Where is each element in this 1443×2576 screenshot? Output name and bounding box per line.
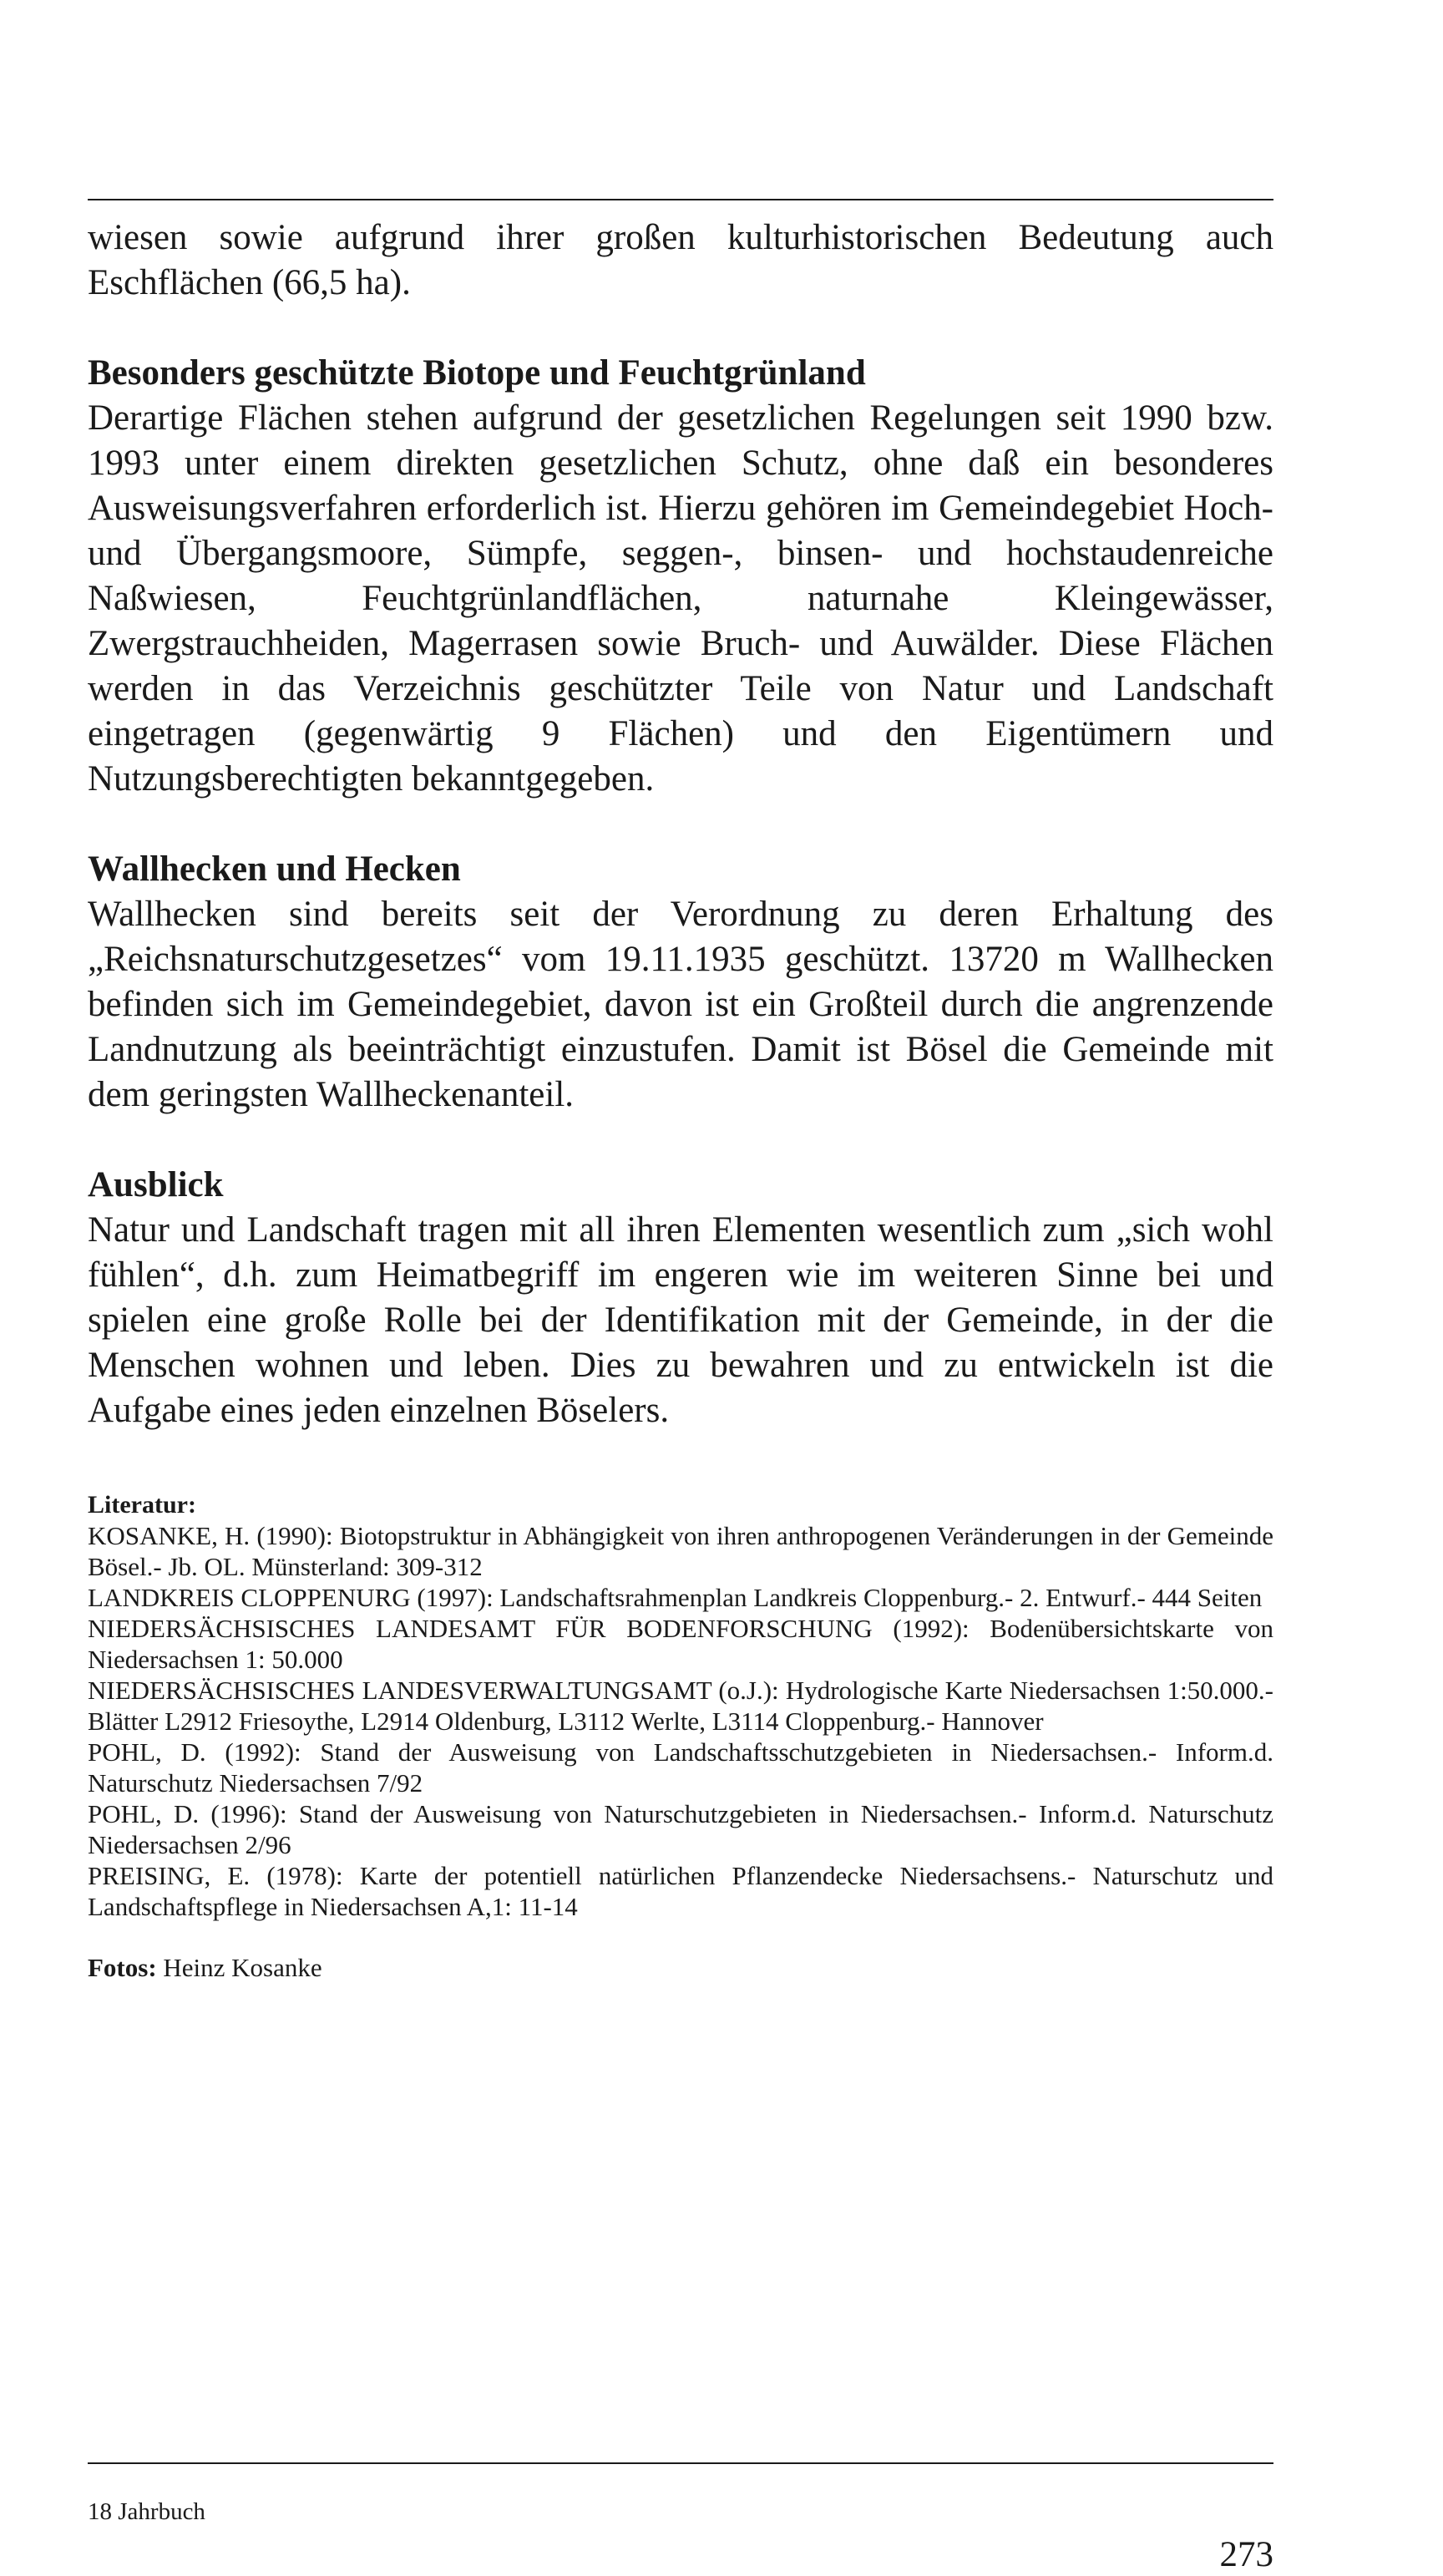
section-ausblick (88, 1163, 1273, 1433)
section-heading: Ausblick (88, 1165, 224, 1204)
literature-list (88, 1490, 1273, 1922)
literature-heading: Literatur: (88, 1491, 196, 1519)
text-column (88, 216, 1273, 1983)
sheet-signature: 18 Jahrbuch (88, 2498, 205, 2525)
section-text: Natur und Landschaft tragen mit all ihren Elementen wesentlich zum „sich wohl fühlen“, d.h. zum Heimatbegriff im engeren wie im weiteren Sinne bei und spielen eine große Rolle bei der Identifikation mit der Gemeinde, in der die Menschen wohnen und leben. Dies zu bewahren und zu entwickeln ist die Aufgabe eines jeden einzelnen Böselers. (88, 1210, 1273, 1430)
top-rule (88, 199, 1273, 200)
section-wallhecken (88, 847, 1273, 1118)
literature-entry: NIEDERSÄCHSISCHES LANDESVERWALTUNGSAMT (o.J.): Hydrologische Karte Niedersachsen 1:50.000.- Blätter L2912 Friesoythe, L2914 Oldenburg, L3112 Werlte, L3114 Cloppenburg.- Hannover (88, 1676, 1273, 1736)
section-text: Wallhecken sind bereits seit der Verordnung zu deren Erhaltung des „Reichsnaturschutzgesetzes“ vom 19.11.1935 geschützt. 13720 m Wallhecken befinden sich im Gemeindegebiet, davon ist ein Großteil durch die angrenzende Landnutzung als beeinträchtigt einzustufen. Damit ist Bösel die Gemeinde mit dem geringsten Wallheckenanteil. (88, 895, 1273, 1114)
section-heading: Besonders geschützte Biotope und Feuchtgrünland (88, 353, 866, 393)
section-text: Derartige Flächen stehen aufgrund der gesetzlichen Regelungen seit 1990 bzw. 1993 unter einem direkten gesetzlichen Schutz, ohne daß ein besonderes Ausweisungsverfahren erforderlich ist. Hierzu gehören im Gemeindegebiet Hoch- und Übergangsmoore, Sümpfe, seggen-, binsen- und hochstaudenreiche Naßwiesen, Feuchtgrünlandflächen, naturnahe Kleingewässer, Zwergstrauchheiden, Magerrasen sowie Bruch- und Auwälder. Diese Flächen werden in das Verzeichnis geschützter Teile von Natur und Landschaft eingetragen (gegenwärtig 9 Flächen) und den Eigentümern und Nutzungsberechtigten bekanntgegeben. (88, 398, 1273, 799)
bottom-rule (88, 2462, 1273, 2464)
photo-credit (88, 1952, 1273, 1983)
literature-entry: LANDKREIS CLOPPENURG (1997): Landschaftsrahmenplan Landkreis Cloppenburg.- 2. Entwurf.- 444 Seiten (88, 1583, 1263, 1612)
literature-entry: PREISING, E. (1978): Karte der potentiell natürlichen Pflanzendecke Niedersachsens.- Naturschutz und Landschaftspflege in Niedersachsen A,1: 11-14 (88, 1861, 1273, 1921)
section-heading: Wallhecken und Hecken (88, 849, 461, 889)
literature-entry: KOSANKE, H. (1990): Biotopstruktur in Abhängigkeit von ihren anthropogenen Veränderungen in der Gemeinde Bösel.- Jb. OL. Münsterland: 309-312 (88, 1521, 1273, 1581)
literature-entry: NIEDERSÄCHSISCHES LANDESAMT FÜR BODENFORSCHUNG (1992): Bodenübersichtskarte von Niedersachsen 1: 50.000 (88, 1614, 1273, 1674)
intro-paragraph (88, 216, 1273, 306)
literature-entry: POHL, D. (1996): Stand der Ausweisung von Naturschutzgebieten in Niedersachsen.- Inform.d. Naturschutz Niedersachsen 2/96 (88, 1799, 1273, 1859)
photo-credit-label: Fotos: (88, 1953, 157, 1982)
photo-credit-name: Heinz Kosanke (163, 1953, 322, 1982)
section-biotope (88, 351, 1273, 802)
page-number: 273 (1219, 2535, 1273, 2574)
intro-text: wiesen sowie aufgrund ihrer großen kulturhistorischen Bedeutung auch Eschflächen (66,5 ha). (88, 218, 1273, 302)
literature-entry: POHL, D. (1992): Stand der Ausweisung von Landschaftsschutzgebieten in Niedersachsen.- Inform.d. Naturschutz Niedersachsen 7/92 (88, 1737, 1273, 1798)
